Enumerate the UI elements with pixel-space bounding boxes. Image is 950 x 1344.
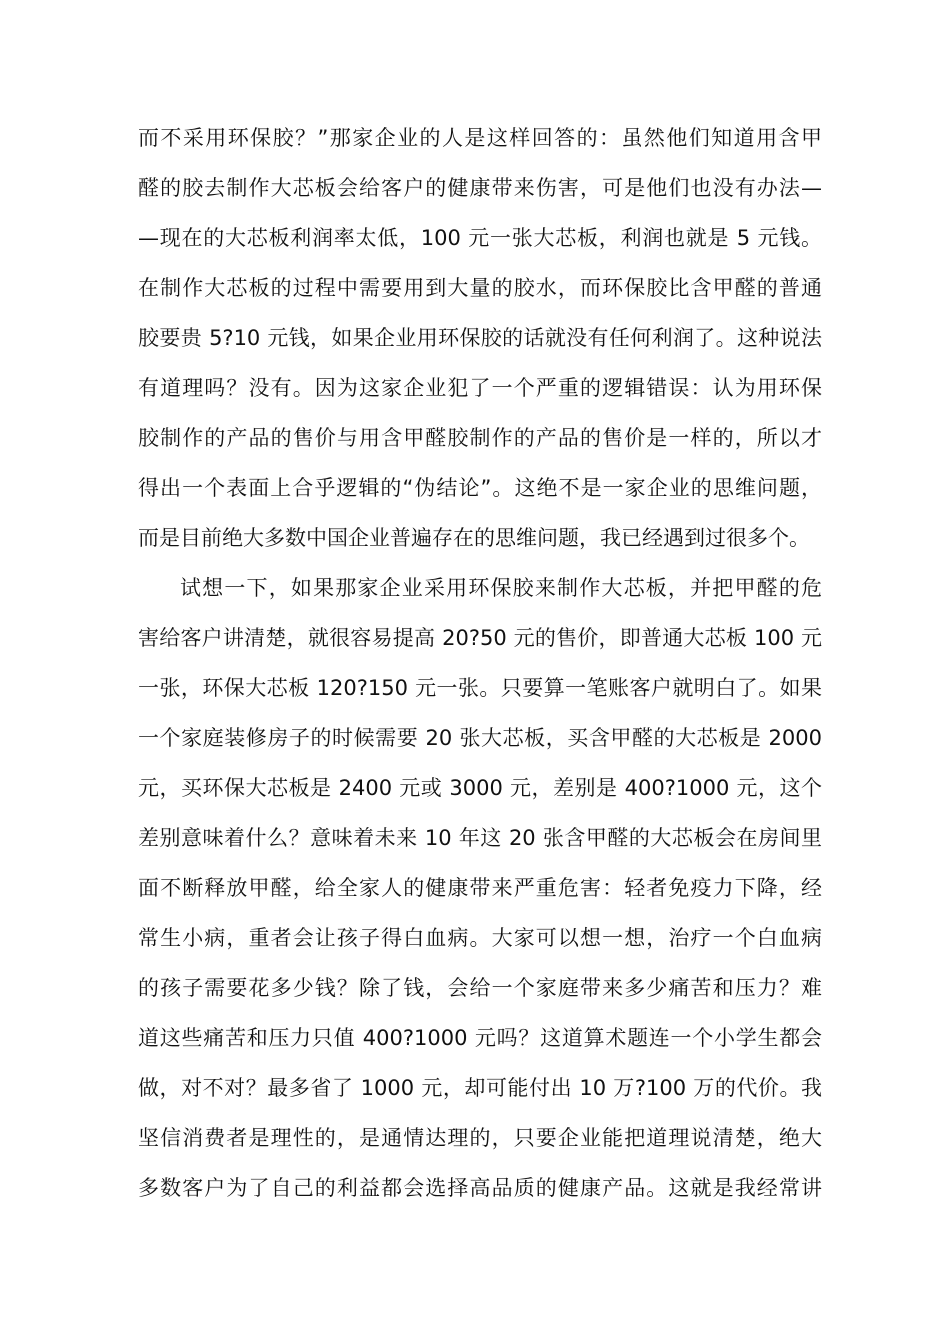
text-line: 而不采用环保胶？”那家企业的人是这样回答的：虽然他们知道用含甲 — [138, 126, 822, 150]
text-line: 醛的胶去制作大芯板会给客户的健康带来伤害，可是他们也没有办法— — [138, 176, 822, 200]
text-line: 害给客户讲清楚，就很容易提高 20?50 元的售价，即普通大芯板 100 元 — [138, 626, 822, 650]
text-line: 坚信消费者是理性的，是通情达理的，只要企业能把道理说清楚，绝大 — [138, 1126, 822, 1150]
text-line: 面不断释放甲醛，给全家人的健康带来严重危害：轻者免疫力下降，经 — [138, 876, 822, 900]
text-line: 在制作大芯板的过程中需要用到大量的胶水，而环保胶比含甲醛的普通 — [138, 276, 822, 300]
text-line: 一张，环保大芯板 120?150 元一张。只要算一笔账客户就明白了。如果 — [138, 676, 822, 700]
text-line: 常生小病，重者会让孩子得白血病。大家可以想一想，治疗一个白血病 — [138, 926, 822, 950]
text-line: —现在的大芯板利润率太低，100 元一张大芯板，利润也就是 5 元钱。 — [138, 226, 822, 250]
text-line: 试想一下，如果那家企业采用环保胶来制作大芯板，并把甲醛的危 — [180, 576, 822, 600]
text-line: 做，对不对？最多省了 1000 元，却可能付出 10 万?100 万的代价。我 — [138, 1076, 822, 1100]
text-line: 胶制作的产品的售价与用含甲醛胶制作的产品的售价是一样的，所以才 — [138, 426, 822, 450]
text-line: 元，买环保大芯板是 2400 元或 3000 元，差别是 400?1000 元，这个 — [138, 776, 822, 800]
paragraph-2 — [138, 563, 822, 1213]
paragraph-1 — [138, 113, 822, 563]
text-line: 的孩子需要花多少钱？除了钱，会给一个家庭带来多少痛苦和压力？难 — [138, 976, 822, 1000]
text-line: 有道理吗？没有。因为这家企业犯了一个严重的逻辑错误：认为用环保 — [138, 376, 822, 400]
text-line: 差别意味着什么？意味着未来 10 年这 20 张含甲醛的大芯板会在房间里 — [138, 826, 822, 850]
text-line: 而是目前绝大多数中国企业普遍存在的思维问题，我已经遇到过很多个。 — [138, 526, 810, 550]
text-line: 道这些痛苦和压力只值 400?1000 元吗？这道算术题连一个小学生都会 — [138, 1026, 822, 1050]
text-line: 一个家庭装修房子的时候需要 20 张大芯板，买含甲醛的大芯板是 2000 — [138, 726, 822, 750]
text-line: 多数客户为了自己的利益都会选择高品质的健康产品。这就是我经常讲 — [138, 1176, 822, 1200]
body-text — [138, 113, 822, 1213]
text-line: 胶要贵 5?10 元钱，如果企业用环保胶的话就没有任何利润了。这种说法 — [138, 326, 822, 350]
text-line: 得出一个表面上合乎逻辑的“伪结论”。这绝不是一家企业的思维问题， — [138, 476, 822, 500]
